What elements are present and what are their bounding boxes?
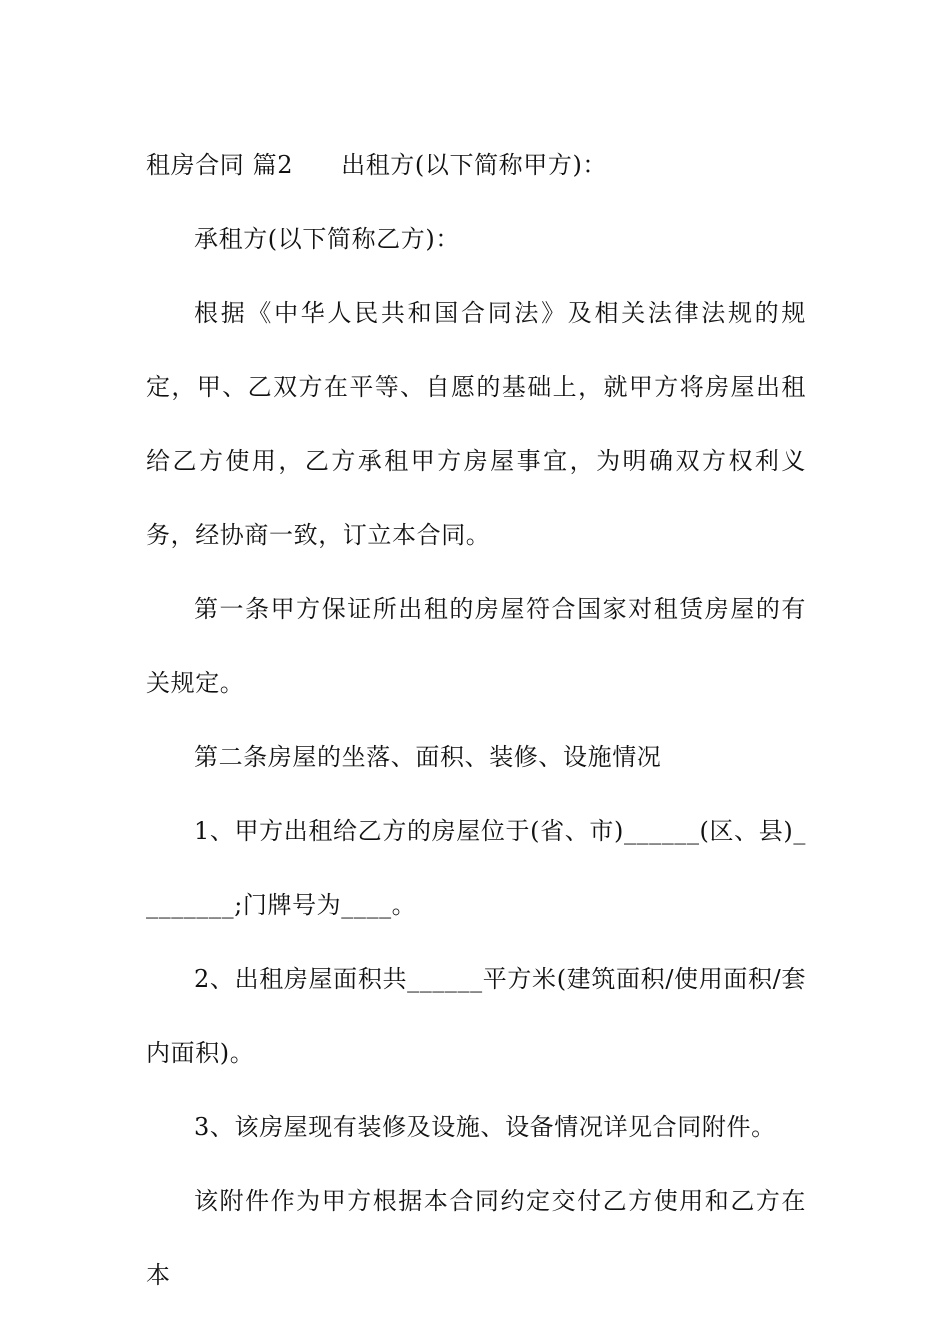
- paragraph-article-2-heading: 第二条房屋的坐落、面积、装修、设施情况: [194, 743, 662, 771]
- contract-title: 租房合同 篇2: [146, 151, 294, 179]
- paragraph-preamble: 根据《中华人民共和国合同法》及相关法律法规的规定，甲、乙双方在平等、自愿的基础上，就甲方将房屋出租给乙方使用，乙方承租甲方房屋事宜，为明确双方权利义务，经协商一致，订立本合同。: [146, 299, 806, 549]
- contract-body: [146, 128, 806, 1312]
- paragraph-clause-2: 2、出租房屋面积共______平方米(建筑面积/使用面积/套内面积)。: [146, 965, 806, 1067]
- paragraph-clause-1: 1、甲方出租给乙方的房屋位于(省、市)______(区、县)________;门牌号为____。: [146, 817, 806, 919]
- lessee-label: 承租方(以下简称乙方)：: [194, 225, 460, 253]
- paragraph-article-1: 第一条甲方保证所出租的房屋符合国家对租赁房屋的有关规定。: [146, 595, 806, 697]
- paragraph-attachment: 该附件作为甲方根据本合同约定交付乙方使用和乙方在本: [146, 1187, 806, 1289]
- lessor-label: 出租方(以下简称甲方)：: [341, 151, 608, 179]
- title-line: [146, 128, 806, 202]
- paragraph-clause-3: 3、该房屋现有装修及设施、设备情况详见合同附件。: [194, 1113, 776, 1141]
